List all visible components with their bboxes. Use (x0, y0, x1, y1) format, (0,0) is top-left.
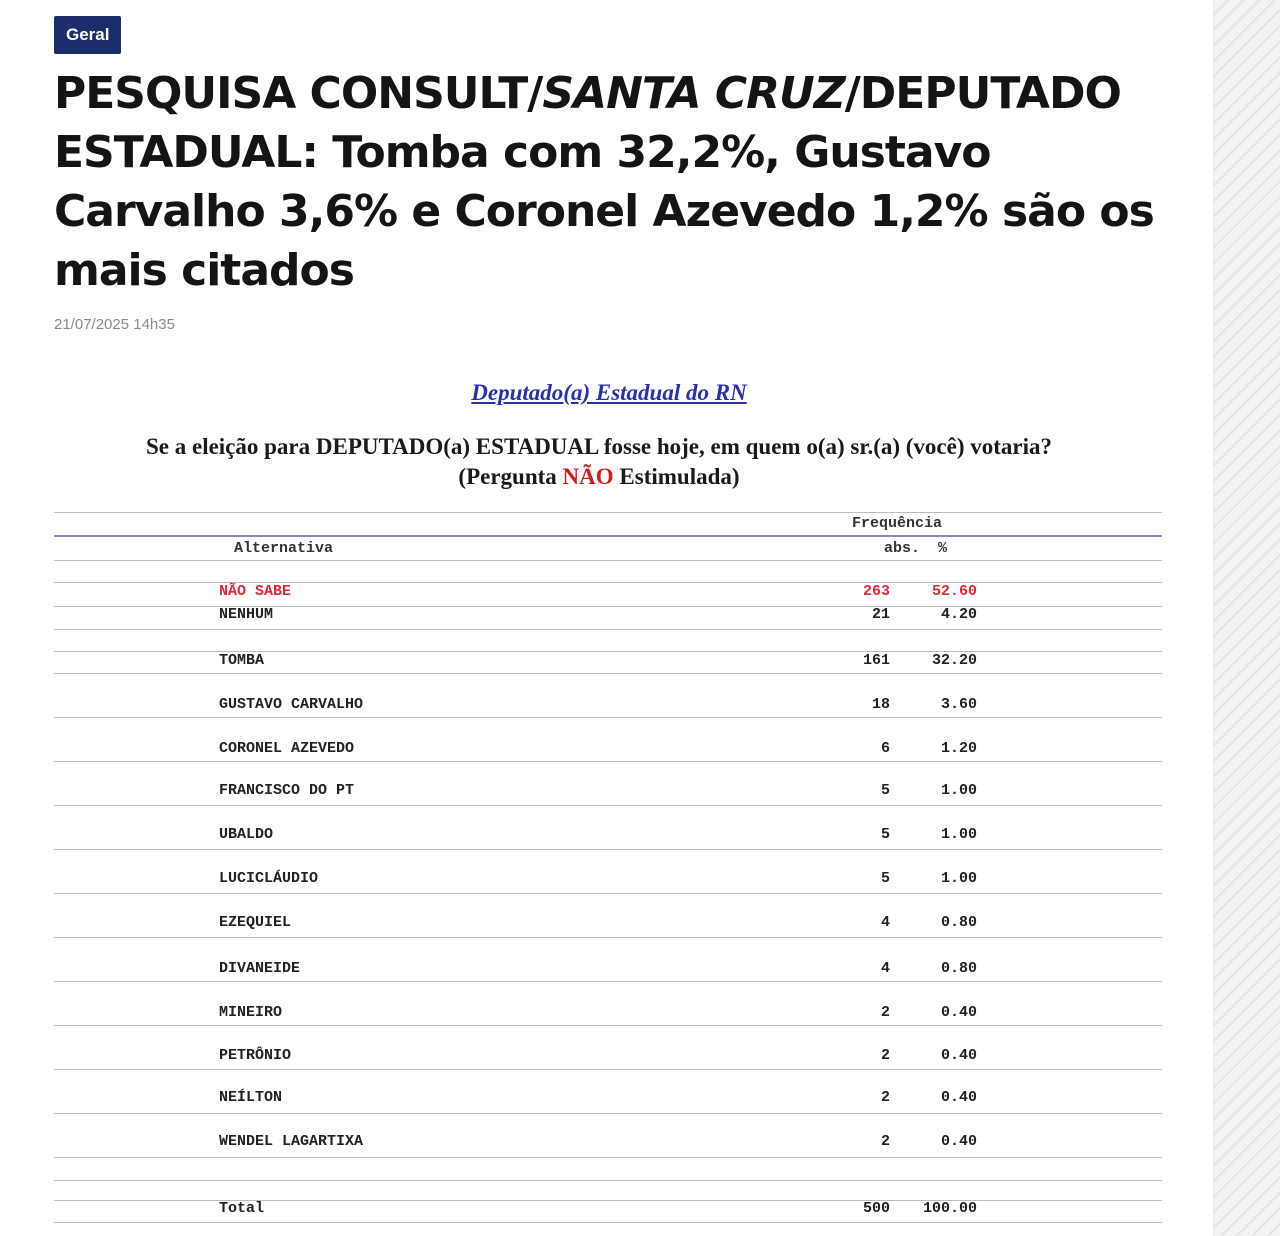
row-abs: 263 (862, 583, 890, 600)
row-abs: 5 (880, 870, 890, 887)
row-alternative: CORONEL AZEVEDO (219, 740, 355, 757)
row-pct: 0.40 (940, 1089, 977, 1106)
question-text: Se a eleição para DEPUTADO(a) ESTADUAL fosse hoje, em quem o(a) sr.(a) (você) votaria? (145, 434, 1053, 459)
table-rule (54, 981, 1162, 982)
header-frequency: Frequência (852, 515, 943, 532)
row-abs: 5 (880, 826, 890, 843)
header-abs-pct: abs. % (884, 540, 948, 557)
table-rule (54, 1113, 1162, 1114)
headline-summary: : Tomba com 32,2%, Gustavo Carvalho 3,6% e Coronel Azevedo 1,2% são os mais citados (54, 127, 1154, 296)
row-pct: 0.80 (940, 960, 977, 977)
row-pct: 1.20 (940, 740, 977, 757)
row-pct: 3.60 (940, 696, 977, 713)
row-abs: 2 (880, 1004, 890, 1021)
table-rule (54, 1222, 1162, 1223)
table-rule (54, 1025, 1162, 1026)
publish-date: 21/07/2025 14h35 (54, 316, 175, 333)
row-abs: 2 (880, 1089, 890, 1106)
row-pct: 4.20 (940, 606, 977, 623)
row-alternative: TOMBA (219, 652, 265, 669)
table-rule (54, 535, 1162, 537)
article-headline (54, 64, 1164, 300)
row-abs: 161 (862, 652, 890, 669)
row-alternative: PETRÔNIO (219, 1047, 292, 1064)
headline-office: /DEPUTADO ESTADUAL (54, 68, 1121, 178)
survey-heading: Deputado(a) Estadual do RN (471, 380, 747, 405)
row-pct: 0.40 (940, 1047, 977, 1064)
row-abs: 4 (880, 914, 890, 931)
total-abs: 500 (862, 1200, 890, 1217)
row-alternative: GUSTAVO CARVALHO (219, 696, 364, 713)
row-alternative: UBALDO (219, 826, 274, 843)
total-pct: 100.00 (922, 1200, 977, 1217)
table-rule (54, 1157, 1162, 1158)
row-abs: 18 (871, 696, 890, 713)
table-rule (54, 629, 1162, 630)
row-alternative: DIVANEIDE (219, 960, 301, 977)
row-alternative: FRANCISCO DO PT (219, 782, 355, 799)
row-alternative: NENHUM (219, 606, 274, 623)
table-rule (54, 560, 1162, 561)
table-rule (54, 673, 1162, 674)
row-pct: 1.00 (940, 870, 977, 887)
row-abs: 2 (880, 1047, 890, 1064)
table-rule (54, 512, 1162, 513)
table-rule (54, 1069, 1162, 1070)
row-abs: 2 (880, 1133, 890, 1150)
table-rule (54, 1180, 1162, 1181)
row-abs: 6 (880, 740, 890, 757)
table-rule (54, 717, 1162, 718)
row-alternative: WENDEL LAGARTIXA (219, 1133, 364, 1150)
row-pct: 52.60 (931, 583, 977, 600)
table-rule (54, 893, 1162, 894)
question-note: (Pergunta NÃO Estimulada) (458, 464, 740, 489)
table-rule (54, 849, 1162, 850)
row-abs: 4 (880, 960, 890, 977)
row-abs: 5 (880, 782, 890, 799)
row-pct: 1.00 (940, 782, 977, 799)
row-pct: 32.20 (931, 652, 977, 669)
total-label: Total (219, 1200, 265, 1217)
row-abs: 21 (871, 606, 890, 623)
survey-question (54, 432, 1144, 492)
table-rule (54, 761, 1162, 762)
headline-poll-name: PESQUISA CONSULT/ (54, 68, 543, 119)
row-alternative: LUCICLÁUDIO (219, 870, 319, 887)
row-pct: 0.40 (940, 1133, 977, 1150)
header-alternative: Alternativa (234, 540, 334, 557)
row-pct: 0.40 (940, 1004, 977, 1021)
question-emphasis: NÃO (562, 464, 614, 489)
row-pct: 1.00 (940, 826, 977, 843)
table-rule (54, 937, 1162, 938)
side-pattern (1213, 0, 1280, 1236)
row-alternative: EZEQUIEL (219, 914, 292, 931)
row-alternative: NEÍLTON (219, 1089, 283, 1106)
category-tag[interactable]: Geral (54, 16, 121, 54)
row-pct: 0.80 (940, 914, 977, 931)
row-alternative: NÃO SABE (219, 583, 292, 600)
headline-place: SANTA CRUZ (542, 68, 845, 119)
table-rule (54, 805, 1162, 806)
row-alternative: MINEIRO (219, 1004, 283, 1021)
